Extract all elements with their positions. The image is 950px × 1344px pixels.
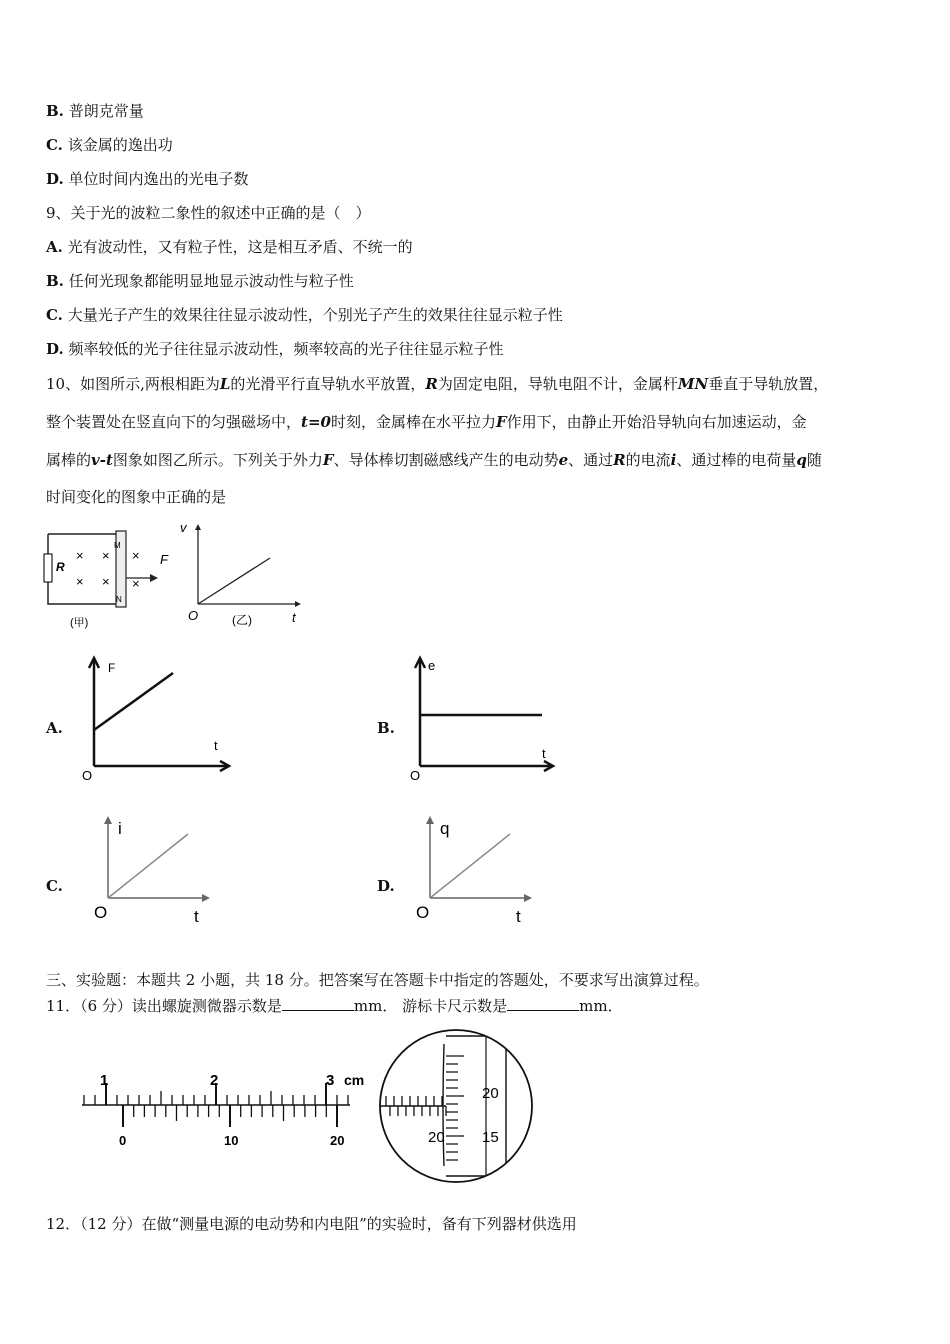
option-label: C. xyxy=(46,306,63,324)
axis-label-x: t xyxy=(542,746,546,761)
text: 整个装置处在竖直向下的匀强磁场中， xyxy=(46,413,302,431)
arrow-icon xyxy=(150,574,158,582)
option-label: D. xyxy=(46,340,64,358)
option-label: D. xyxy=(377,877,395,895)
symbol: R xyxy=(425,375,438,393)
symbol: q xyxy=(796,451,807,469)
q8-option-d xyxy=(46,169,249,189)
thimble-label: 15 xyxy=(482,1129,499,1146)
option-text: 普朗克常量 xyxy=(68,102,144,120)
label-m: M xyxy=(114,541,121,550)
axis-label-y: F xyxy=(108,661,116,675)
axis-arrow-icon xyxy=(195,524,201,530)
option-text: 频率较低的光子往往显示波动性，频率较高的光子往往显示粒子性 xyxy=(68,340,504,358)
vt-line xyxy=(198,558,270,604)
axis-label-x: t xyxy=(516,907,521,926)
symbol: t=0 xyxy=(301,413,331,431)
option-d-graph xyxy=(412,812,542,928)
origin-label: O xyxy=(416,903,430,922)
text: 、导体棒切割磁感线产生的电动势 xyxy=(333,451,559,469)
symbol: F xyxy=(322,451,334,469)
axis-label-y: q xyxy=(440,819,450,838)
axis-label-t: t xyxy=(292,610,296,625)
sleeve-label: 20 xyxy=(428,1129,445,1146)
cross-mark: × xyxy=(76,574,84,589)
option-text: 该金属的逸出功 xyxy=(67,136,173,154)
graph-line xyxy=(94,673,173,730)
main-scale-label: 3 xyxy=(326,1072,335,1089)
vernier-label: 0 xyxy=(119,1133,127,1148)
origin-label: O xyxy=(410,768,421,783)
section-heading: 三、实验题：本题共 2 小题，共 18 分。把答案写在答题卡中指定的答题处，不要求写出演算过程。 xyxy=(46,971,709,989)
circuit-diagram-jia xyxy=(40,526,180,634)
text: 、通过棒的电荷量 xyxy=(676,451,797,469)
text: 作用下，由静止开始沿导轨向右加速运动，金 xyxy=(506,413,807,431)
vernier-caliper xyxy=(78,1065,378,1155)
vernier-label: 20 xyxy=(330,1133,345,1148)
text: 为固定电阻，导轨电阻不计，金属杆 xyxy=(437,375,678,393)
text: 的电流 xyxy=(625,451,671,469)
axis-label-x: t xyxy=(214,738,218,753)
answer-blank[interactable] xyxy=(507,996,579,1011)
q10-stem-line-3 xyxy=(46,450,822,470)
answer-blank[interactable] xyxy=(282,996,354,1011)
axis-label-v: v xyxy=(180,520,187,535)
resistor-icon xyxy=(44,554,52,582)
main-scale-label: 2 xyxy=(210,1072,219,1089)
symbol: L xyxy=(219,375,231,393)
option-text: 光有波动性，又有粒子性，这是相互矛盾、不统一的 xyxy=(67,238,413,256)
text: 10、如图所示,两根相距为 xyxy=(46,375,220,393)
symbol: i xyxy=(670,451,677,469)
option-label: C. xyxy=(46,877,63,895)
axis-label-y: e xyxy=(428,658,436,673)
option-label: A. xyxy=(46,719,63,737)
main-scale-label: 1 xyxy=(100,1072,109,1089)
caption: (乙) xyxy=(232,613,252,627)
option-text: 单位时间内逸出的光电子数 xyxy=(68,170,249,188)
cross-mark: × xyxy=(102,574,110,589)
cross-mark: × xyxy=(132,548,140,563)
q9-option-d xyxy=(46,339,504,359)
axis-arrow-icon xyxy=(104,816,112,824)
option-text: 大量光子产生的效果往往显示波动性，个别光子产生的效果往往显示粒子性 xyxy=(67,306,563,324)
q10-stem-line-4: 时间变化的图象中正确的是 xyxy=(46,488,227,506)
axis-label-y: i xyxy=(118,819,122,838)
q9-option-c xyxy=(46,305,563,325)
graph-line xyxy=(108,834,188,898)
option-label: B. xyxy=(46,102,64,120)
q12-stem: 12．（12 分）在做“测量电源的电动势和内电阻”的实验时，备有下列器材供选用 xyxy=(46,1215,577,1233)
symbol: v-t xyxy=(91,451,113,469)
q10-stem-line-2 xyxy=(46,412,807,432)
origin-label: O xyxy=(188,608,199,623)
symbol: F xyxy=(495,413,507,431)
text: 时刻，金属棒在水平拉力 xyxy=(330,413,496,431)
q9-stem: 9、关于光的波粒二象性的叙述中正确的是（ ） xyxy=(46,204,371,222)
q8-option-b xyxy=(46,101,144,121)
axis-arrow-icon xyxy=(426,816,434,824)
caption: (甲) xyxy=(70,617,89,629)
option-label: B. xyxy=(46,272,64,290)
q8-option-c xyxy=(46,135,173,155)
label-n: N xyxy=(116,595,122,604)
q9-option-a xyxy=(46,237,413,257)
text: 11．（6 分）读出螺旋测微器示数是 xyxy=(46,997,282,1015)
origin-label: O xyxy=(94,903,108,922)
q9-option-b xyxy=(46,271,354,291)
q10-option-d-label xyxy=(377,876,395,896)
symbol: MN xyxy=(677,375,709,393)
text: 游标卡尺示数是 xyxy=(402,997,508,1015)
text: 、通过 xyxy=(568,451,614,469)
text: 属棒的 xyxy=(46,451,92,469)
text: 垂直于导轨放置， xyxy=(708,375,829,393)
micrometer xyxy=(376,1026,536,1186)
label-f: F xyxy=(160,552,168,567)
axis-arrow-icon xyxy=(295,601,301,607)
text: 的光滑平行直导轨水平放置， xyxy=(230,375,426,393)
unit: mm． xyxy=(579,997,623,1015)
vt-graph-yi xyxy=(180,518,305,630)
option-label: C. xyxy=(46,136,63,154)
label-r: R xyxy=(56,560,65,574)
q10-option-c-label xyxy=(46,876,63,896)
symbol: e xyxy=(558,451,569,469)
option-label: A. xyxy=(46,238,63,256)
cross-mark: × xyxy=(132,576,140,591)
axis-arrow-icon xyxy=(202,894,210,902)
option-text: 任何光现象都能明显地显示波动性与粒子性 xyxy=(68,272,354,290)
q11-stem xyxy=(46,996,623,1016)
vernier-label: 10 xyxy=(224,1133,239,1148)
option-label: D. xyxy=(46,170,64,188)
cross-mark: × xyxy=(102,548,110,563)
q10-stem-line-1 xyxy=(46,374,828,394)
cross-mark: × xyxy=(76,548,84,563)
option-label: B. xyxy=(377,719,395,737)
thimble-label: 20 xyxy=(482,1085,499,1102)
q10-option-b-label xyxy=(377,718,395,738)
option-a-graph xyxy=(78,652,238,784)
symbol: R xyxy=(613,451,626,469)
option-c-graph xyxy=(90,812,220,928)
graph-line xyxy=(430,834,510,898)
axis-label-x: t xyxy=(194,907,199,926)
origin-label: O xyxy=(82,768,93,783)
option-b-graph xyxy=(406,652,566,784)
text: 随 xyxy=(806,451,822,469)
q10-option-a-label xyxy=(46,718,63,738)
text: 图象如图乙所示。下列关于外力 xyxy=(112,451,323,469)
axis-arrow-icon xyxy=(524,894,532,902)
unit: mm． xyxy=(353,997,398,1015)
unit-label: cm xyxy=(344,1072,365,1088)
